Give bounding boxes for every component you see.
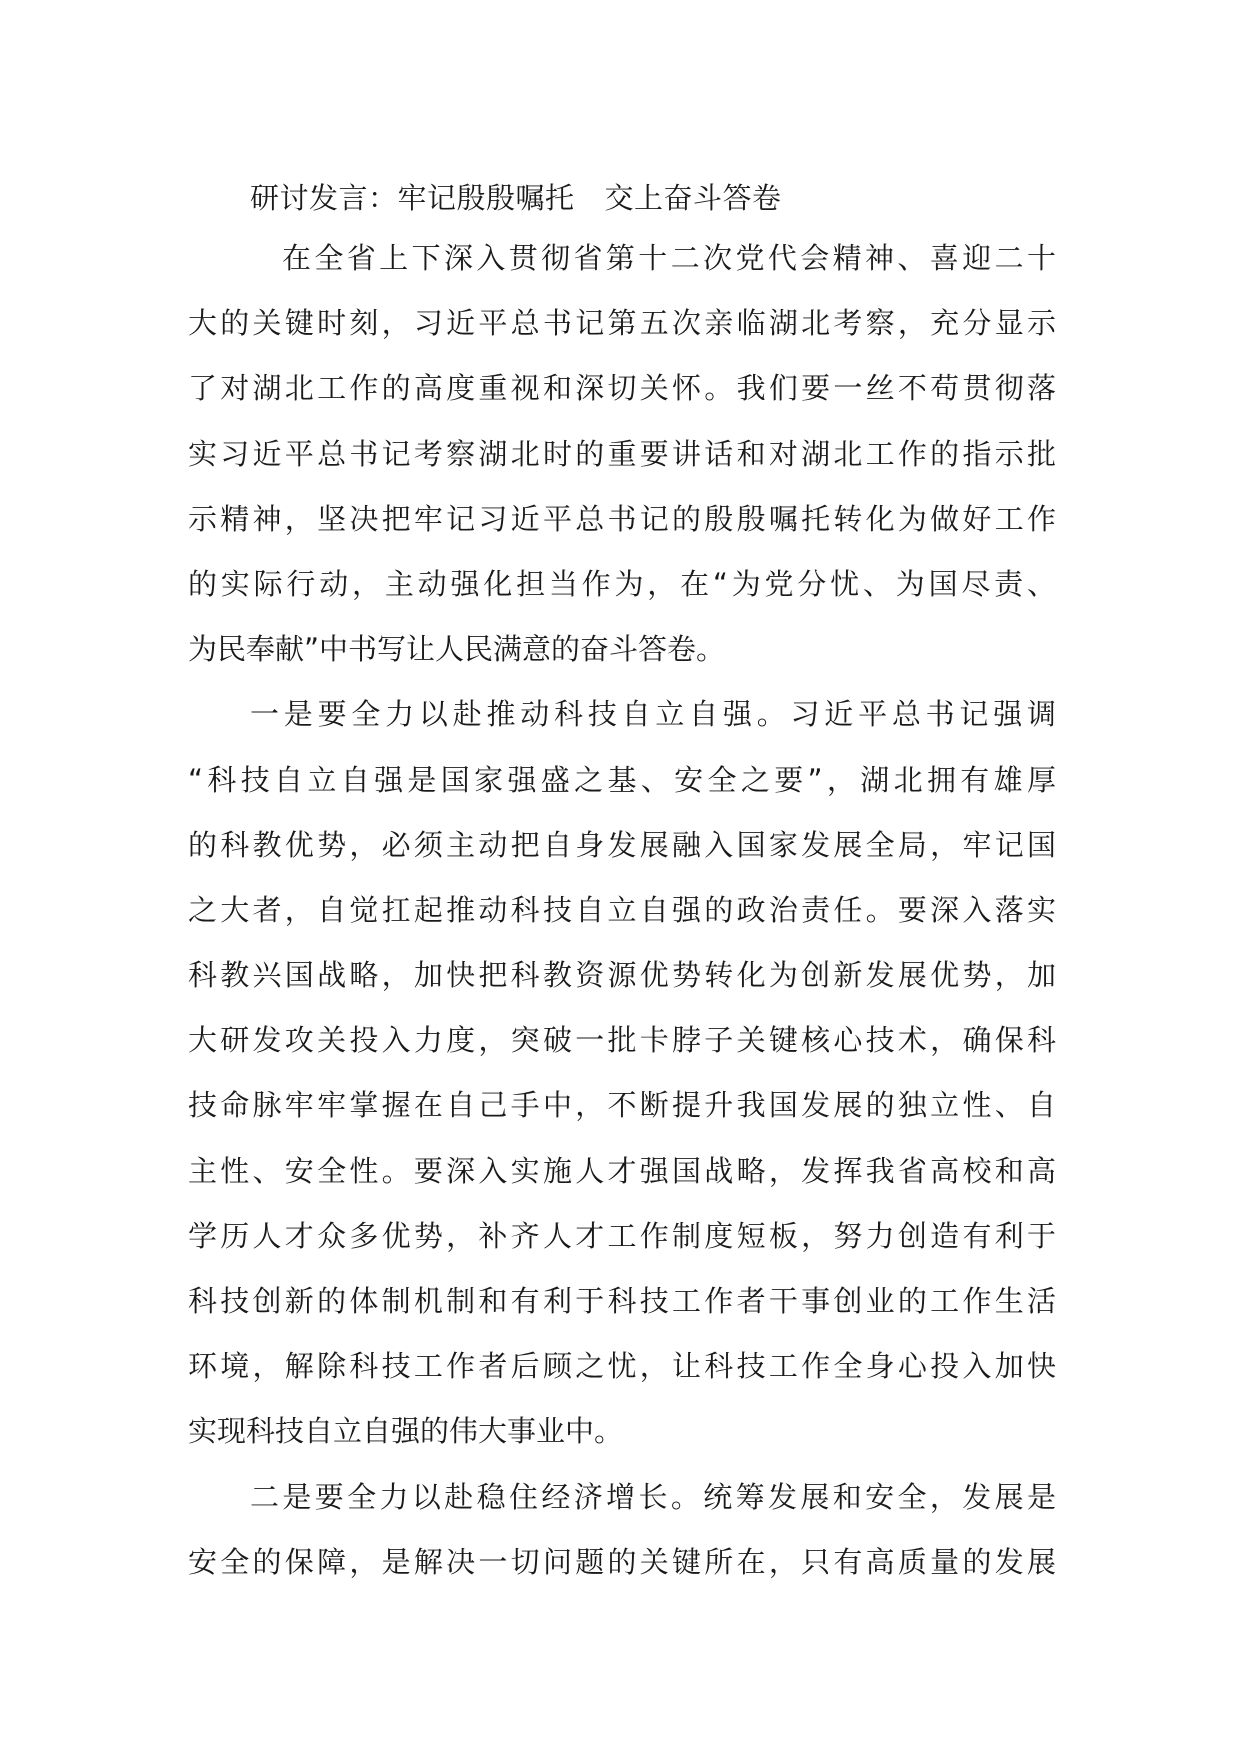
paragraph-line: 了对湖北工作的高度重视和深切关怀。我们要一丝不苟贯彻落 bbox=[188, 371, 1056, 406]
paragraph-line: 的实际行动，主动强化担当作为，在“为党分忧、为国尽责、 bbox=[188, 566, 1056, 601]
document-body bbox=[188, 170, 1056, 1595]
paragraph-line: “科技自立自强是国家强盛之基、安全之要”，湖北拥有雄厚 bbox=[188, 762, 1056, 797]
paragraph-economic-growth bbox=[188, 1465, 1056, 1595]
paragraph-intro bbox=[188, 226, 1056, 682]
paragraph-line: 环境，解除科技工作者后顾之忧，让科技工作全身心投入加快 bbox=[188, 1349, 1056, 1384]
paragraph-line: 大的关键时刻，习近平总书记第五次亲临湖北考察，充分显示 bbox=[188, 306, 1056, 341]
paragraph-line: 二是要全力以赴稳住经济增长。统筹发展和安全，发展是 bbox=[250, 1479, 1056, 1514]
paragraph-line: 的科教优势，必须主动把自身发展融入国家发展全局，牢记国 bbox=[188, 827, 1056, 862]
paragraph-line: 之大者，自觉扛起推动科技自立自强的政治责任。要深入落实 bbox=[188, 892, 1056, 927]
paragraph-line: 在全省上下深入贯彻省第十二次党代会精神、喜迎二十 bbox=[282, 241, 1056, 275]
paragraph-line: 安全的保障，是解决一切问题的关键所在，只有高质量的发展 bbox=[188, 1544, 1056, 1579]
title-sub: 交上奋斗答卷 bbox=[604, 181, 782, 215]
title-main: 研讨发言：牢记殷殷嘱托 bbox=[250, 181, 575, 215]
paragraph-line: 学历人才众多优势，补齐人才工作制度短板，努力创造有利于 bbox=[188, 1218, 1056, 1253]
paragraph-line: 实现科技自立自强的伟大事业中。 bbox=[188, 1414, 624, 1449]
paragraph-line: 主性、安全性。要深入实施人才强国战略，发挥我省高校和高 bbox=[188, 1153, 1056, 1188]
paragraph-line: 大研发攻关投入力度，突破一批卡脖子关键核心技术，确保科 bbox=[188, 1023, 1056, 1058]
paragraph-line: 示精神，坚决把牢记习近平总书记的殷殷嘱托转化为做好工作 bbox=[188, 501, 1056, 536]
paragraph-line: 科教兴国战略，加快把科教资源优势转化为创新发展优势，加 bbox=[188, 958, 1056, 993]
paragraph-line: 技命脉牢牢掌握在自己手中，不断提升我国发展的独立性、自 bbox=[188, 1088, 1056, 1123]
paragraph-tech-self-reliance bbox=[188, 682, 1056, 1464]
paragraph-line: 为民奉献”中书写让人民满意的奋斗答卷。 bbox=[188, 632, 726, 667]
document-title bbox=[188, 170, 1056, 226]
paragraph-line: 一是要全力以赴推动科技自立自强。习近平总书记强调 bbox=[250, 697, 1056, 732]
paragraph-line: 科技创新的体制机制和有利于科技工作者干事创业的工作生活 bbox=[188, 1284, 1056, 1318]
paragraph-line: 实习近平总书记考察湖北时的重要讲话和对湖北工作的指示批 bbox=[188, 436, 1056, 471]
